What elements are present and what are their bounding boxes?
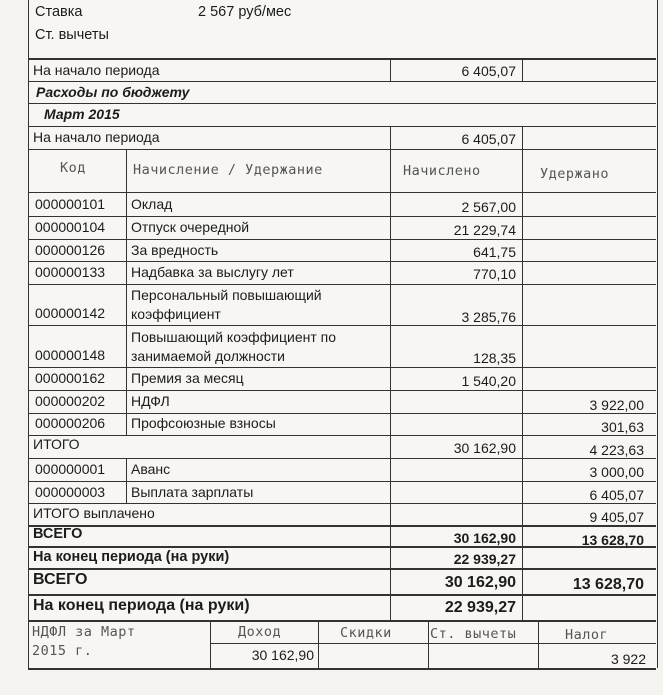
column-header-accrued: Начислено [403,163,481,179]
column-divider [522,58,523,81]
divider [28,620,656,622]
row-accrued: 770,10 [473,266,516,282]
column-divider [318,620,319,668]
period-end-label: На конец периода (на руки) [33,549,230,565]
row-accrued: 2 567,00 [461,199,516,215]
column-header-code: Код [60,160,86,176]
period-end-value: 22 939,27 [444,599,516,616]
column-divider [390,149,391,620]
divider [28,103,656,104]
row-accrued: 128,35 [473,350,516,366]
row-name: Персональный повышающий коэффициент [131,287,322,322]
tax-title-year: 2015 г. [32,643,93,659]
tax-income-value: 30 162,90 [251,647,314,663]
divider [28,126,656,127]
column-divider [126,149,127,435]
row-name: За вредность [131,242,219,258]
row-name: Оклад [131,196,173,212]
row-code: 000000206 [35,415,106,431]
divider [28,192,656,193]
column-divider [522,126,523,149]
tax-deductions-label: Ст. вычеты [430,626,517,642]
month-title: Март 2015 [44,106,120,122]
tax-discounts-label: Скидки [340,625,392,641]
divider [28,81,656,82]
payment-name: Выплата зарплаты [131,484,254,500]
divider [28,325,656,326]
payment-withheld: 3 000,00 [589,464,644,480]
row-accrued: 641,75 [473,244,516,260]
divider [28,216,656,217]
grand-total-withheld: 13 628,70 [572,576,644,593]
row-name: НДФЛ [131,393,170,409]
period-start-value: 6 405,07 [461,63,516,79]
divider [28,435,656,436]
divider [28,239,656,240]
row-accrued: 1 540,20 [461,373,516,389]
payment-withheld: 6 405,07 [589,487,644,503]
tax-title: НДФЛ за Март [32,624,136,640]
divider [28,594,656,596]
row-accrued: 3 285,76 [461,309,516,325]
period-end-label: На конец периода (на руки) [33,597,250,614]
budget-section-title: Расходы по бюджету [36,84,190,100]
divider [28,149,656,150]
row-name: Отпуск очередной [131,219,250,235]
row-code: 000000162 [35,370,106,386]
column-divider [428,620,429,668]
row-code: 000000104 [35,219,106,235]
row-name: Повышающий коэффициент по занимаемой должности [131,329,337,364]
row-withheld: 3 922,00 [589,397,644,413]
total-withheld: 4 223,63 [589,442,644,458]
column-divider [390,126,391,149]
paid-total-withheld: 9 405,07 [589,509,644,525]
divider [28,261,656,262]
divider [28,568,656,570]
divider [28,668,656,670]
divider [28,503,656,504]
column-header-withheld: Удержано [540,166,610,182]
divider [28,390,656,391]
grand-total-accrued: 30 162,90 [453,530,516,546]
row-name: Надбавка за выслугу лет [131,264,294,280]
row-withheld: 301,63 [601,419,644,435]
row-code: 000000202 [35,393,106,409]
rate-value: 2 567 руб/мес [198,4,292,20]
grand-total-label: ВСЕГО [33,526,83,542]
row-name: Профсоюзные взносы [131,415,276,431]
grand-total-accrued: 30 162,90 [444,574,516,591]
total-label: ИТОГО [33,436,80,452]
divider [210,643,656,644]
row-code: 000000101 [35,196,106,212]
payment-name: Аванс [131,461,171,477]
column-divider [522,149,523,620]
divider [28,525,656,527]
row-code: 000000142 [35,305,106,321]
column-divider [538,620,539,668]
tax-amount-value: 3 922 [610,651,646,667]
month-start-label: На начало периода [33,129,160,145]
deductions-label: Ст. вычеты [35,27,109,43]
divider [28,458,656,459]
row-name: Премия за месяц [131,370,244,386]
divider [28,413,656,414]
row-code: 000000148 [35,347,106,363]
column-header-name: Начисление / Удержание [133,162,323,178]
column-divider [210,620,211,668]
row-accrued: 21 229,74 [453,222,516,238]
payment-code: 000000001 [35,461,106,477]
grand-total-label: ВСЕГО [33,571,88,588]
total-accrued: 30 162,90 [453,440,516,456]
divider [28,284,656,285]
row-code: 000000133 [35,264,106,280]
divider [28,58,656,60]
tax-amount-label: Налог [565,627,609,643]
column-divider [390,58,391,81]
month-start-value: 6 405,07 [461,131,516,147]
column-divider [126,458,127,503]
divider [28,481,656,482]
payment-code: 000000003 [35,484,106,500]
tax-income-label: Доход [238,624,282,640]
rate-label: Ставка [35,4,83,20]
row-code: 000000126 [35,242,106,258]
divider [28,367,656,368]
paid-total-label: ИТОГО выплачено [33,505,155,521]
grand-total-withheld: 13 628,70 [581,532,644,548]
period-end-value: 22 939,27 [453,551,516,567]
period-start-label: На начало периода [33,62,160,78]
